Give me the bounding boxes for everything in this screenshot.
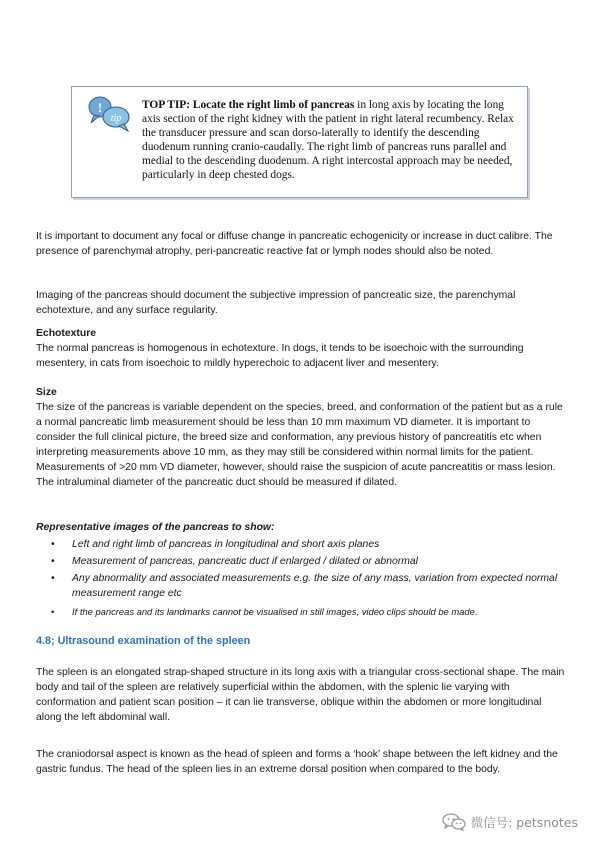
top-tip-box	[71, 86, 528, 198]
representative-images-list	[36, 520, 566, 619]
svg-text:!: !	[97, 100, 103, 115]
list-item: • If the pancreas and its landmarks cannot be visualised in still images, video clips should be made.	[36, 604, 566, 619]
list-item: • Left and right limb of pancreas in longitudinal and short axis planes	[36, 537, 566, 552]
size-body: The size of the pancreas is variable dependent on the species, breed, and conformation of the patient but as a rule a normal pancreatic limb measurement should be less than 10 mm maximum VD diameter. It is important to consider the full clinical picture, the breed size and conformation, any previous history of pancreatitis etc when interpreting measurements above 10 mm, as they may still be considered within normal limits for the patient. Measurements of >20 mm VD diameter, however, should raise the suspicion of acute pancreatitis or mass lesion.	[36, 402, 563, 473]
size-heading: Size	[36, 387, 57, 398]
echotexture-body: The normal pancreas is homogenous in echotexture. In dogs, it tends to be isoechoic with the surrounding mesentery, in cats from isoechoic to mildly hyperechoic to adjacent liver and mesentery.	[36, 343, 524, 369]
spleen-paragraph-2: The craniodorsal aspect is known as the head of spleen and forms a ‘hook’ shape between the left kidney and the gastric fundus. The head of the spleen lies in an extreme dorsal position when compared to the body.	[36, 749, 558, 775]
tip-icon-label: tip	[110, 113, 122, 124]
tip-speech-bubble-icon	[84, 93, 132, 133]
size-body-duct: The intraluminal diameter of the pancreatic duct should be measured if dilated.	[36, 477, 397, 488]
paragraph-imaging: Imaging of the pancreas should document the subjective impression of pancreatic size, the parenchymal echotexture, and any surface regularity.	[36, 290, 516, 316]
watermark-text: 微信号: petsnotes	[470, 815, 578, 830]
top-tip-body: in long axis by locating the long axis section of the right kidney with the patient in right lateral recumbency. Relax the transducer pressure and scan dorso-laterally to identify the descending duodenum running cranio-caudally. The right limb of pancreas runs parallel and medial to the descending duodenum. A right intercostal approach may be needed, particularly in deep chested dogs.	[142, 99, 514, 182]
list-item: • Any abnormality and associated measurements e.g. the size of any mass, variation from expected normal measurement range etc	[36, 571, 566, 601]
echotexture-heading: Echotexture	[36, 328, 97, 339]
section-size	[36, 385, 566, 490]
representative-images-title: Representative images of the pancreas to show:	[36, 522, 275, 533]
wechat-icon	[442, 813, 466, 831]
spleen-section-title: 4.8; Ultrasound examination of the spleen	[36, 635, 251, 647]
top-tip-lead: TOP TIP: Locate the right limb of pancreas	[142, 99, 355, 111]
section-echotexture	[36, 326, 566, 371]
paragraph-document-changes: It is important to document any focal or diffuse change in pancreatic echogenicity or increase in duct calibre. The presence of parenchymal atrophy, peri-pancreatic reactive fat or lymph nodes should also be noted.	[36, 231, 553, 257]
top-tip-text	[142, 98, 514, 183]
spleen-paragraph-1: The spleen is an elongated strap-shaped structure in its long axis with a triangular cross-sectional shape. The main body and tail of the spleen are relatively superficial within the abdomen, with the splenic lie varying with conformation and patient scan position – it can lie transverse, oblique within the abdomen or more longitudinal along the left abdominal wall.	[36, 667, 565, 723]
wechat-watermark	[442, 812, 578, 832]
list-item: • Measurement of pancreas, pancreatic duct if enlarged / dilated or abnormal	[36, 554, 566, 569]
